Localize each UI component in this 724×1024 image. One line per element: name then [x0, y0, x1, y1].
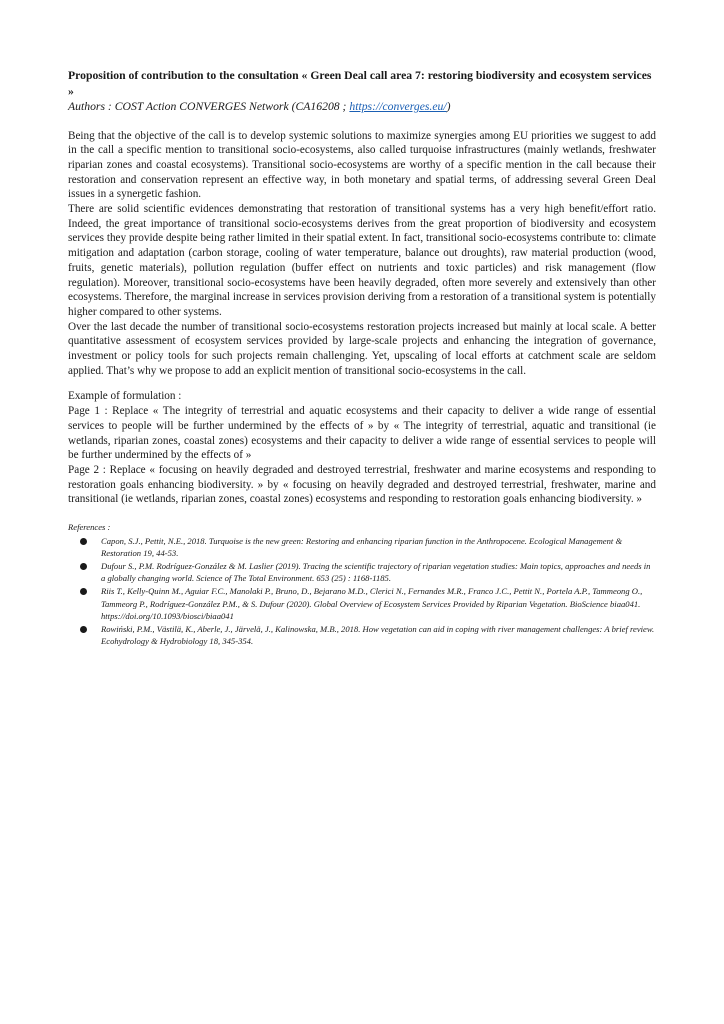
authors-line [68, 99, 656, 115]
paragraph-objective: Being that the objective of the call is to develop systemic solutions to maximize synergies among EU priorities we suggest to add in the call a specific mention to transitional socio-ecosystems, also called turquoise infrastructures (mainly wetlands, freshwater riparian zones and coastal ecosystems). Transitional socio-ecosystems are worthy of a specific mention in the call because their restoration and conservation represent an effective way, in both monetary and spatial terms, of addressing several Green Deal issues in a synergetic fashion. [68, 129, 656, 201]
formulation-page-2: Page 2 : Replace « focusing on heavily degraded and destroyed terrestrial, freshwater and marine ecosystems and responding to restoration goals enhancing biodiversity. » by « focusing on heavily degraded and destroyed terrestrial, freshwater, marine and transitional (ie wetlands, riparian zones, coastal zones) ecosystems and responding to restoration goals enhancing biodiversity. » [68, 463, 656, 506]
reference-text: Riis T., Kelly-Quinn M., Aguiar F.C., Manolaki P., Bruno, D., Bejarano M.D., Clerici N., Fernandes M.R., Franco J.C., Pettit N., Portela A.P., Tammeong O., Tammeorg P., Rodríguez-González P.M., & S. Dufour (2020). Global Overview of Ecosystem Services Provided by Riparian Vegetation. BioScience biaa041. https://doi.org/10.1093/biosci/biaa041 [101, 586, 643, 621]
paragraph-last-decade: Over the last decade the number of transitional socio-ecosystems restoration projects increased but mainly at local scale. A better quantitative assessment of ecosystem services provided by large-scale projects and enhancing the integration of governance, investment or policy tools for such projects remain challenging. Yet, upscaling of local efforts at catchment scale are seldom applied. That’s why we propose to add an explicit mention of transitional socio-ecosystems in the call. [68, 320, 656, 377]
reference-text: Capon, S.J., Pettit, N.E., 2018. Turquoise is the new green: Restoring and enhancing riparian function in the Anthropocene. Ecological Management & Restoration 19, 44-53. [101, 536, 623, 559]
converges-link[interactable]: https://converges.eu/ [349, 100, 447, 113]
bullet-icon [80, 626, 87, 633]
reference-text: Rowiński, P.M., Västilä, K., Aberle, J., Järvelä, J., Kalinowska, M.B., 2018. How vegetation can aid in coping with river management challenges: A brief review. Ecohydrology & Hydrobiology 18, 345-354. [101, 623, 655, 646]
references-heading: References : [68, 522, 111, 533]
reference-item [80, 585, 656, 621]
bullet-icon [80, 563, 87, 570]
reference-item [80, 623, 656, 647]
bullet-icon [80, 588, 87, 595]
reference-text: Dufour S., P.M. Rodríguez-González & M. Laslier (2019). Tracing the scientific trajectory of riparian vegetation studies: Main topics, approaches and needs in a globally changing world. Science of The Total Environment. 653 (25) : 1168-1185. [101, 561, 651, 584]
document-title: Proposition of contribution to the consultation « Green Deal call area 7: restoring biodiversity and ecosystem services » [68, 69, 652, 98]
document-page [68, 68, 656, 648]
reference-item [80, 535, 656, 559]
authors-text: Authors : COST Action CONVERGES Network (CA16208 ; [68, 100, 350, 113]
paragraph-evidence: There are solid scientific evidences demonstrating that restoration of transitional systems has a very high benefit/effort ratio. Indeed, the great importance of transitional socio-ecosystems derives from the great proportion of biodiversity and ecosystem services they provide despite being rather limited in their spatial extent. In fact, transitional socio-ecosystems contribute to: climate mitigation and adaptation (carbon storage, cooling of water temperature, balance out droughts), raw material production (wood, fruits, genetic materials), pollution regulation (buffer effect on nutrients and toxic particles) and risk management (flow regulation). Moreover, transitional socio-ecosystems have been heavily degraded, often more severely and extensively than other ecosystems. Therefore, the marginal increase in services provision deriving from a restoration of a transitional system is potentially higher compared to other systems. [68, 203, 656, 318]
authors-suffix: ) [446, 100, 451, 113]
reference-item [80, 560, 656, 584]
references-list [68, 535, 656, 647]
bullet-icon [80, 538, 87, 545]
formulation-heading: Example of formulation : [68, 390, 182, 403]
formulation-page-1: Page 1 : Replace « The integrity of terrestrial and aquatic ecosystems and their capacity to deliver a wide range of essential services to people will be further undermined by the effects of » by « The integrity of terrestrial, aquatic and transitional (ie wetlands, riparian zones, coastal zones) ecosystems and their capacity to deliver a wide range of essential services to people will be further undermined by the effects of » [68, 405, 656, 462]
